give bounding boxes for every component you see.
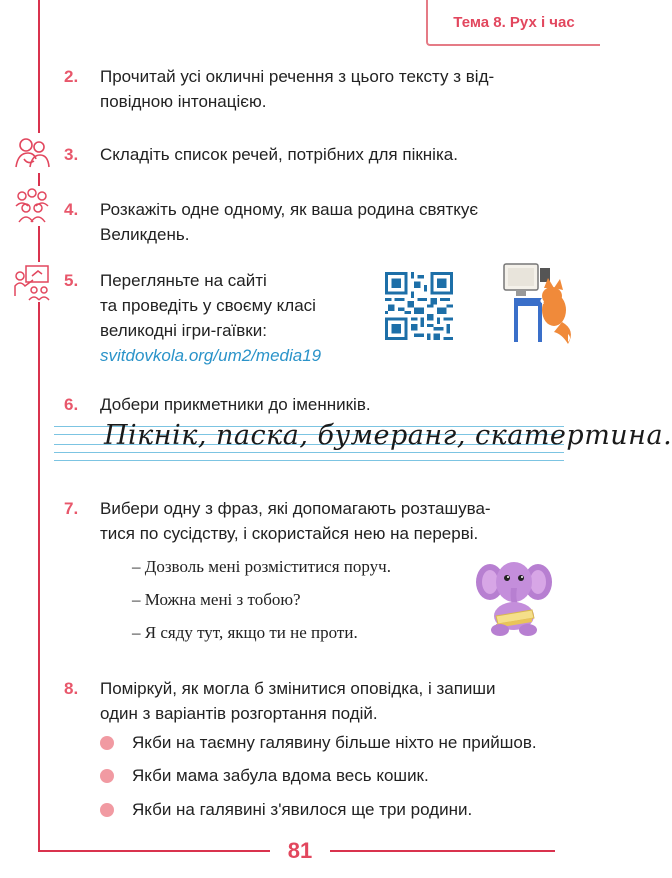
task-text-line: Прочитай усі окличні речення з цього тексту з від- <box>100 67 495 86</box>
list-item <box>100 733 537 753</box>
qr-code-icon[interactable] <box>385 272 453 340</box>
task-text-line: один з варіантів розгортання подій. <box>100 704 378 723</box>
task-text-line: Великдень. <box>100 225 190 244</box>
task-text-line: великодні ігри-гаївки: <box>100 321 267 340</box>
task-text-line: Вибери одну з фраз, які допомагають розташува- <box>100 499 491 518</box>
task-number: 2. <box>64 67 79 86</box>
list-item-text: Якби мама забула вдома весь кошик. <box>132 766 429 785</box>
page-frame-left-line <box>38 0 40 850</box>
task-text-line: Добери прикметники до іменників. <box>100 395 371 414</box>
task-text-line: та проведіть у своєму класі <box>100 296 316 315</box>
list-item-text: Якби на таємну галявину більше ніхто не прийшов. <box>132 733 537 752</box>
handwriting-lines <box>54 420 672 466</box>
bullet-dot <box>100 803 114 817</box>
task-number: 3. <box>64 145 79 164</box>
handwritten-answer: Пікнік, паска, бумеранг, скатертина. <box>104 420 672 451</box>
task-number: 6. <box>64 395 79 414</box>
phrase-option: – Дозволь мені розміститися поруч. <box>132 557 391 576</box>
task-text-line: Перегляньте на сайті <box>100 271 267 290</box>
bullet-dot <box>100 769 114 783</box>
teacher-board-icon <box>12 262 52 302</box>
task-text-line: Розкажіть одне одному, як ваша родина святкує <box>100 200 479 219</box>
guide-line <box>54 452 564 453</box>
task-number: 4. <box>64 200 79 219</box>
phrase-option: – Я сяду тут, якщо ти не проти. <box>132 623 358 642</box>
list-item-text: Якби на галявині з'явилося ще три родини. <box>132 800 473 819</box>
guide-line <box>54 460 564 461</box>
bullet-dot <box>100 736 114 750</box>
page-number: 81 <box>287 838 313 863</box>
page-frame-bottom-line-left <box>38 850 270 852</box>
task-number: 7. <box>64 499 79 518</box>
task-text-line: повідною інтонацією. <box>100 92 267 111</box>
task-text-line: Поміркуй, як могла б змінитися оповідка, і запиши <box>100 679 496 698</box>
task-text-line: Складіть список речей, потрібних для пікніка. <box>100 145 458 164</box>
task-number: 8. <box>64 679 79 698</box>
task-text-line: тися по сусідству, і скористайся нею на перерві. <box>100 524 479 543</box>
group-icon <box>12 186 52 226</box>
fox-at-computer-icon <box>496 258 576 348</box>
topic-header <box>426 0 600 46</box>
topic-title: Тема 8. Рух і час <box>453 13 575 31</box>
task-number: 5. <box>64 271 79 290</box>
list-item <box>100 800 472 820</box>
pair-talk-icon <box>12 133 52 173</box>
media-link[interactable]: svitdovkola.org/um2/media19 <box>100 346 322 365</box>
elephant-toy-icon <box>474 554 554 638</box>
list-item <box>100 766 429 786</box>
page-frame-bottom-line-right <box>330 850 555 852</box>
phrase-option: – Можна мені з тобою? <box>132 590 301 609</box>
